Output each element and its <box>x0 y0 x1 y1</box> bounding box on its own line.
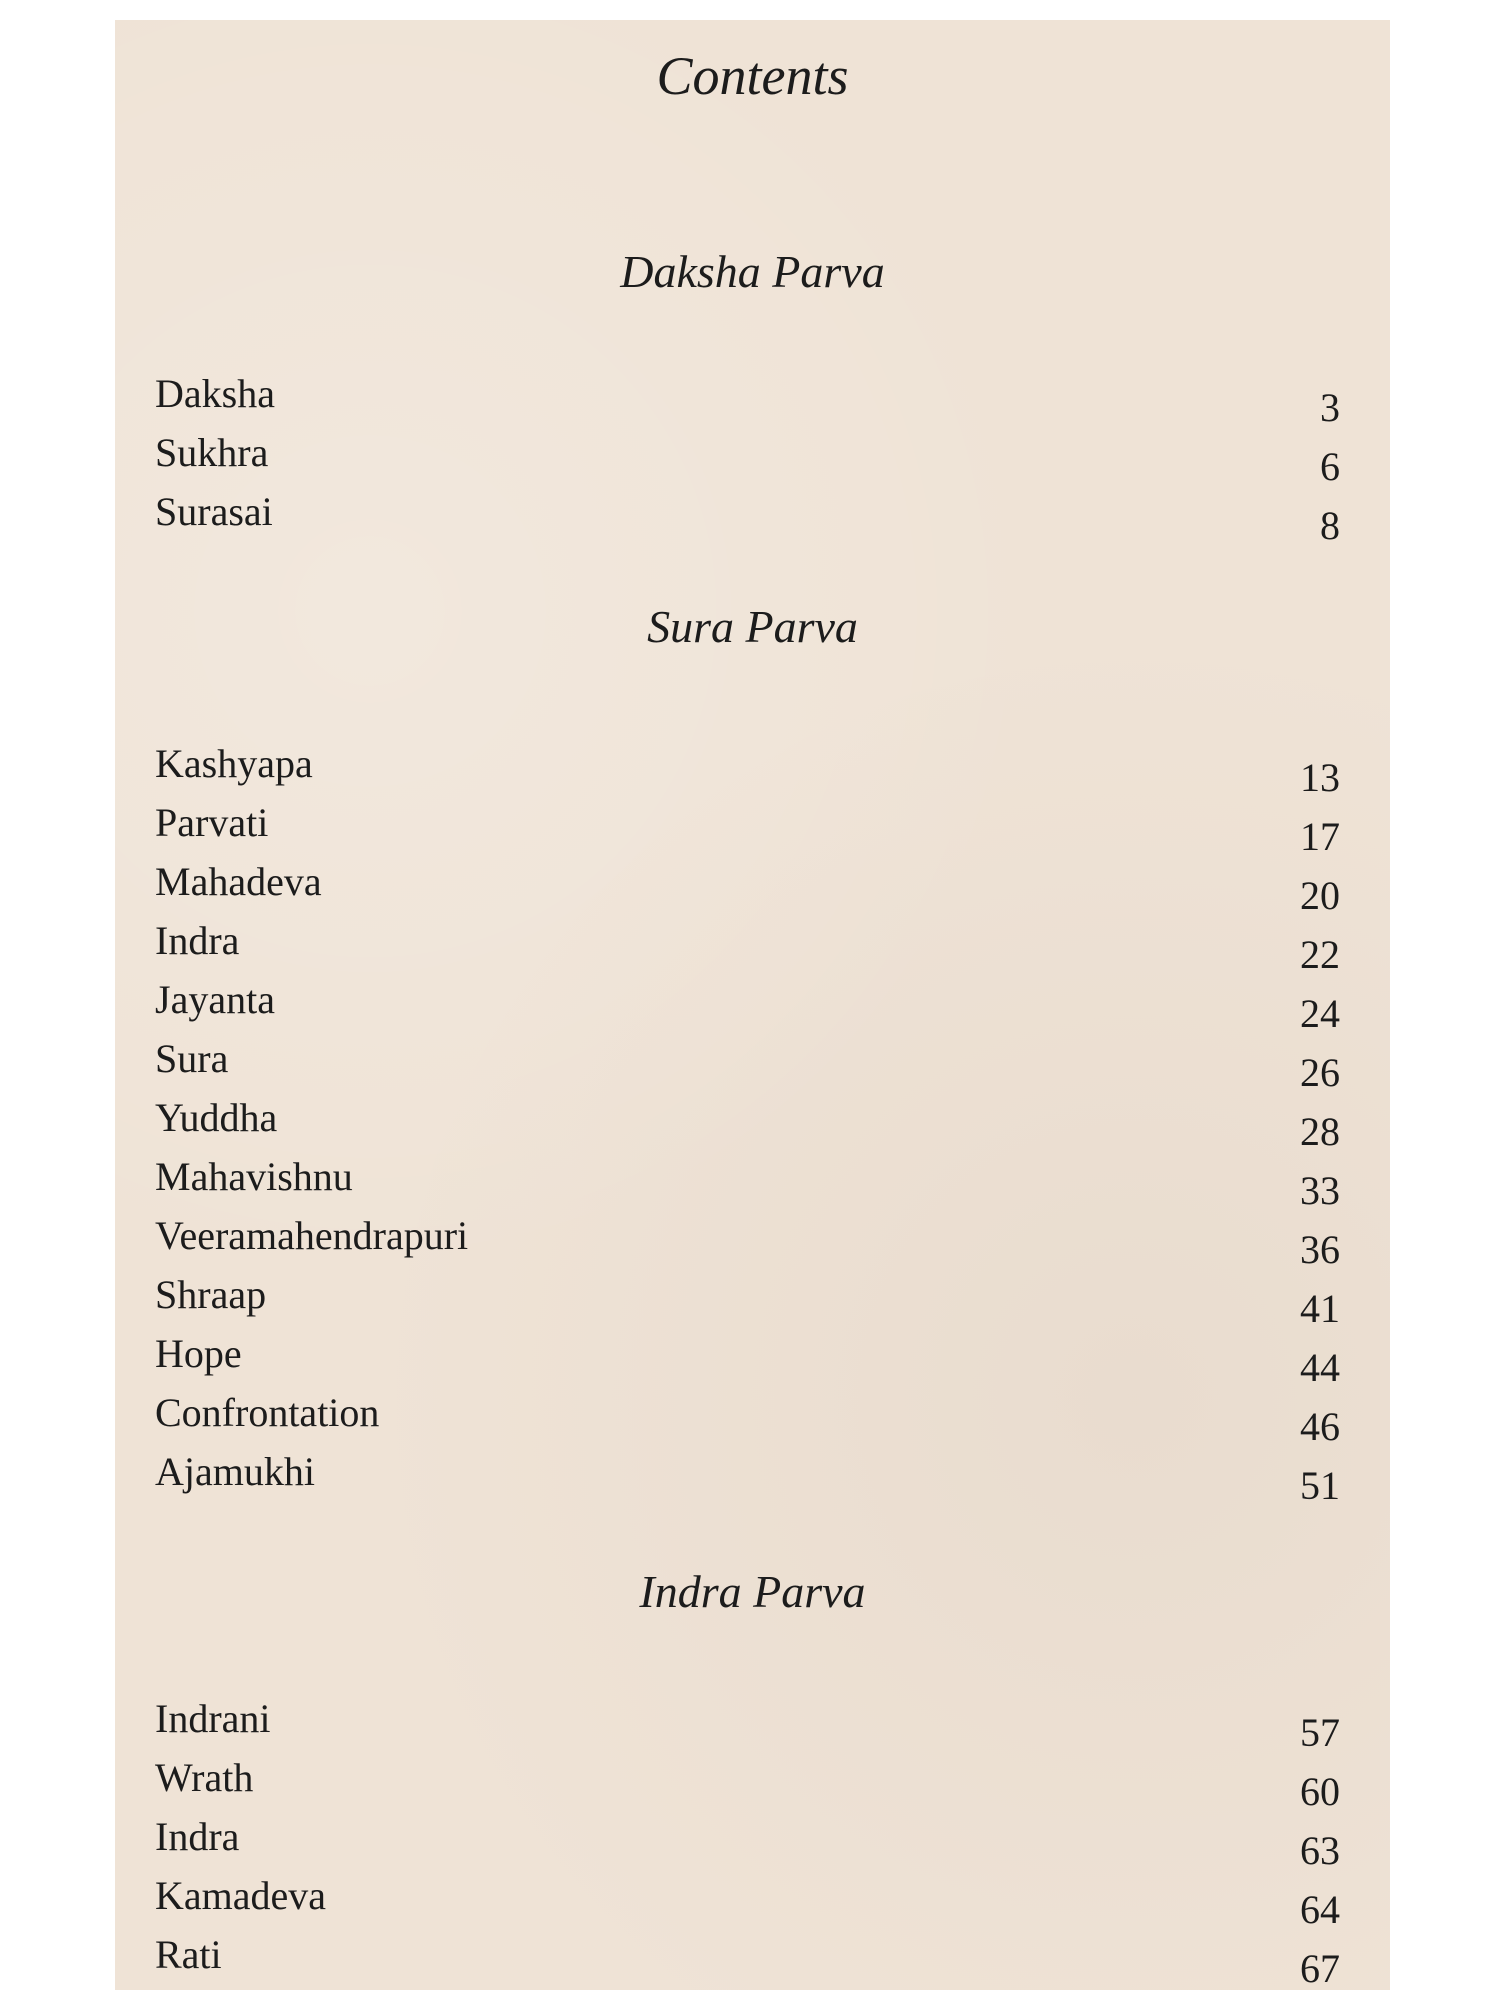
entry-page-number: 28 <box>1300 1109 1340 1154</box>
entry-page-number: 17 <box>1300 814 1340 859</box>
entry-title: Parvati <box>155 800 269 845</box>
toc-entry[interactable] <box>155 1695 1340 1754</box>
entry-page-number: 67 <box>1300 1946 1340 1991</box>
entry-title: Mahadeva <box>155 859 322 904</box>
entry-page-number: 20 <box>1300 873 1340 918</box>
entry-title: Daksha <box>155 371 275 416</box>
entry-page-number: 60 <box>1300 1769 1340 1814</box>
entry-page-number: 22 <box>1300 932 1340 977</box>
toc-entry[interactable] <box>155 1271 1340 1330</box>
toc-entry[interactable] <box>155 1212 1340 1271</box>
entry-page-number: 64 <box>1300 1887 1340 1932</box>
toc-entry[interactable] <box>155 976 1340 1035</box>
toc-list <box>155 1695 1340 1990</box>
entry-title: Ajamukhi <box>155 1449 315 1494</box>
entry-page-number: 46 <box>1300 1404 1340 1449</box>
toc-entry[interactable] <box>155 1094 1340 1153</box>
toc-entry[interactable] <box>155 858 1340 917</box>
page-title: Contents <box>656 46 849 106</box>
toc-entry[interactable] <box>155 429 1340 488</box>
entry-title: Confrontation <box>155 1390 380 1435</box>
toc-entry[interactable] <box>155 740 1340 799</box>
toc-entry[interactable] <box>155 1813 1340 1872</box>
toc-list <box>155 370 1340 547</box>
toc-entry[interactable] <box>155 1330 1340 1389</box>
section-title: Daksha Parva <box>620 246 885 297</box>
entry-title: Sukhra <box>155 430 269 475</box>
entry-page-number: 57 <box>1300 1710 1340 1755</box>
toc-list <box>155 740 1340 1507</box>
entry-title: Surasai <box>155 489 273 534</box>
entry-page-number: 8 <box>1320 503 1340 548</box>
entry-page-number: 63 <box>1300 1828 1340 1873</box>
entry-title: Sura <box>155 1036 229 1081</box>
section-title: Sura Parva <box>647 601 858 652</box>
toc-entry[interactable] <box>155 1872 1340 1931</box>
toc-entry[interactable] <box>155 917 1340 976</box>
toc-entry[interactable] <box>155 799 1340 858</box>
entry-page-number: 24 <box>1300 991 1340 1036</box>
entry-title: Veeramahendrapuri <box>155 1213 469 1258</box>
toc-entry[interactable] <box>155 488 1340 547</box>
entry-page-number: 33 <box>1300 1168 1340 1213</box>
entry-title: Indra <box>155 918 240 963</box>
entry-page-number: 41 <box>1300 1286 1340 1331</box>
entry-page-number: 13 <box>1300 755 1340 800</box>
entry-title: Kashyapa <box>155 741 313 786</box>
book-page <box>115 20 1390 1990</box>
entry-page-number: 26 <box>1300 1050 1340 1095</box>
entry-title: Indra <box>155 1814 240 1859</box>
entry-title: Mahavishnu <box>155 1154 353 1199</box>
entry-title: Indrani <box>155 1696 271 1741</box>
toc-entry[interactable] <box>155 1448 1340 1507</box>
toc-entry[interactable] <box>155 1754 1340 1813</box>
entry-page-number: 51 <box>1300 1463 1340 1508</box>
entry-page-number: 3 <box>1320 385 1340 430</box>
toc-entry[interactable] <box>155 1389 1340 1448</box>
toc-entry[interactable] <box>155 1931 1340 1990</box>
entry-title: Hope <box>155 1331 242 1376</box>
entry-title: Jayanta <box>155 977 275 1022</box>
entry-title: Shraap <box>155 1272 267 1317</box>
entry-title: Kamadeva <box>155 1873 327 1918</box>
entry-page-number: 6 <box>1320 444 1340 489</box>
entry-title: Yuddha <box>155 1095 278 1140</box>
entry-title: Rati <box>155 1932 222 1977</box>
entry-title: Wrath <box>155 1755 254 1800</box>
toc-entry[interactable] <box>155 1035 1340 1094</box>
entry-page-number: 44 <box>1300 1345 1340 1390</box>
toc-entry[interactable] <box>155 370 1340 429</box>
toc-entry[interactable] <box>155 1153 1340 1212</box>
section-title: Indra Parva <box>639 1566 866 1617</box>
entry-page-number: 36 <box>1300 1227 1340 1272</box>
